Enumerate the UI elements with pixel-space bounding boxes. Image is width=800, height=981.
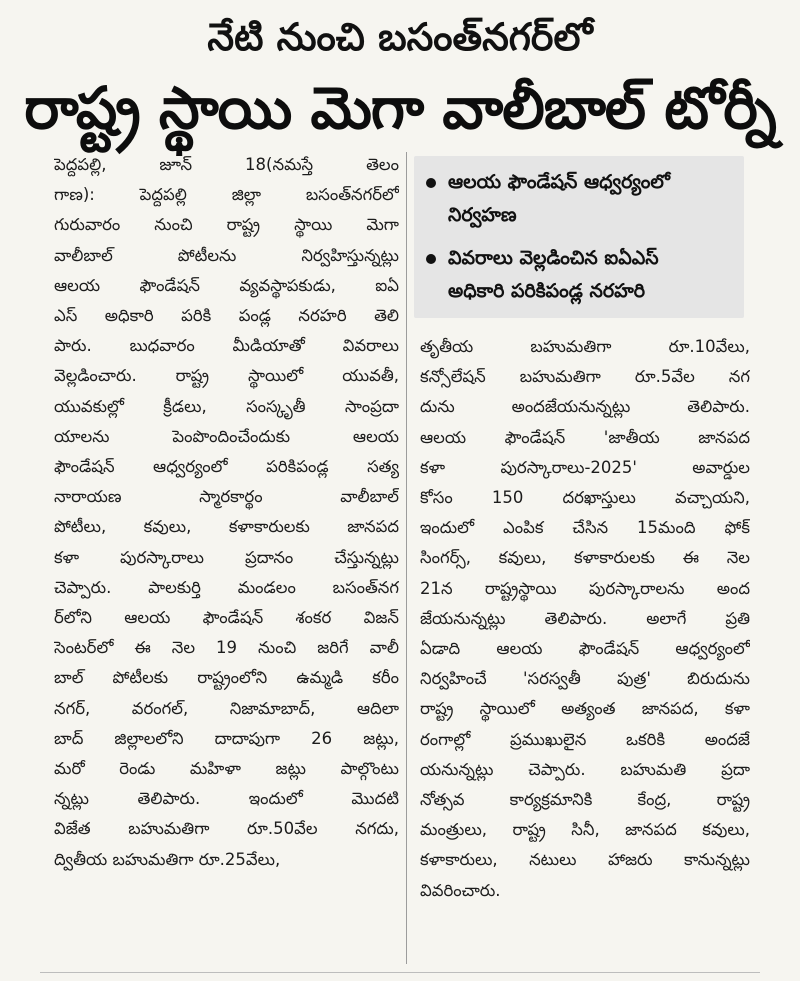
- text-line: యనున్నట్లు చెప్పారు. బహుమతి ప్రదా: [420, 759, 750, 779]
- highlights-box: [414, 156, 744, 318]
- article-headline: రాష్ట్ర స్థాయి మెగా వాలీబాల్ టోర్నీ: [24, 74, 776, 142]
- text-line: నారాయణ స్మారకార్థం వాలీబాల్: [54, 487, 399, 507]
- text-line: కళా పురస్కారాలు ప్రదానం చేస్తున్నట్లు: [54, 547, 399, 567]
- text-line: కన్సోలేషన్ బహుమతిగా రూ.5వేల నగ: [420, 367, 750, 387]
- text-line: చెప్పారు. పాలకుర్తి మండలం బసంత్‌నగ: [54, 577, 399, 597]
- left-column: [54, 150, 399, 875]
- text-line: కోసం 150 దరఖాస్తులు వచ్చాయని,: [420, 488, 750, 508]
- text-line: పోటీలు, కవులు, కళాకారులకు జానపద: [54, 517, 399, 537]
- text-line: వివరించారు.: [420, 880, 501, 900]
- text-line: నిర్వహించే 'సరస్వతీ పుత్ర' బిరుదును: [420, 669, 750, 689]
- text-line: ద్వితీయ బహుమతిగా రూ.25వేలు,: [54, 849, 281, 869]
- text-line: పారు. బుధవారం మీడియాతో వివరాలు: [54, 336, 399, 356]
- text-line: న్నట్లు తెలిపారు. ఇందులో మొదటి: [54, 789, 399, 809]
- text-line: బాద్ జిల్లాలలోని దాదాపుగా 26 జట్లు,: [54, 728, 399, 748]
- article-kicker: నేటి నుంచి బసంత్‌నగర్‌లో: [207, 15, 593, 59]
- highlight-line: ఆలయ ఫౌండేషన్ ఆధ్వర్యంలో: [448, 171, 670, 193]
- text-line: బాల్ పోటీలకు రాష్ట్రంలోని ఉమ్మడి కరీం: [54, 668, 399, 688]
- text-line: నగర్, వరంగల్, నిజామాబాద్, ఆదిలా: [54, 698, 399, 718]
- text-line: వెల్లడించారు. రాష్ట్ర స్థాయిలో యువతీ,: [54, 366, 399, 386]
- text-line: వాలీబాల్ పోటీలను నిర్వహిస్తున్నట్లు: [54, 245, 399, 265]
- text-line: పెద్దపల్లి, జూన్ 18(నమస్తే తెలం: [54, 155, 399, 174]
- bullet-icon: [426, 178, 436, 188]
- text-line: సెంటర్‌లో ఈ నెల 19 నుంచి జరిగే వాలీ: [54, 638, 399, 658]
- text-line: దును అందజేయనున్నట్లు తెలిపారు.: [420, 397, 750, 417]
- bullet-icon: [426, 254, 436, 264]
- highlight-line: అధికారి పరికిపండ్ల నరహరి: [448, 280, 645, 302]
- text-line: నోత్సవ కార్యక్రమానికి కేంద్ర, రాష్ట్ర: [420, 790, 750, 810]
- text-line: గురువారం నుంచి రాష్ట్ర స్థాయి మెగా: [54, 215, 399, 235]
- bottom-divider: [40, 972, 760, 973]
- text-line: గాణ): పెద్దపల్లి జిల్లా బసంత్‌నగర్‌లో: [54, 185, 399, 205]
- text-line: ఇందులో ఎంపిక చేసిన 15మంది ఫోక్: [420, 518, 750, 538]
- text-line: యాలను పెంపొందించేందుకు ఆలయ: [54, 426, 399, 446]
- text-line: జేయనున్నట్లు తెలిపారు. అలాగే ప్రతి: [420, 608, 750, 628]
- text-line: మరో రెండు మహిళా జట్లు పాల్గొంటు: [54, 759, 399, 779]
- column-divider: [406, 152, 407, 964]
- text-line: సింగర్స్, కవులు, కళాకారులకు ఈ నెల: [420, 548, 750, 568]
- text-line: తృతీయ బహుమతిగా రూ.10వేలు,: [420, 337, 750, 356]
- text-line: మంత్రులు, రాష్ట్ర సినీ, జానపద కవులు,: [420, 820, 750, 840]
- text-line: రాష్ట్ర స్థాయిలో అత్యంత జానపద, కళా: [420, 699, 750, 719]
- text-line: రంగాల్లో ప్రముఖులైన ఒకరికి అందజే: [420, 729, 750, 749]
- text-line: కళా పురస్కారాలు-2025' అవార్డుల: [420, 457, 750, 477]
- text-line: ఆలయ ఫౌండేషన్ వ్యవస్థాపకుడు, ఐఏ: [54, 275, 399, 295]
- text-line: ఎస్ అధికారి పరికి పండ్ల నరహరి తెలి: [54, 306, 399, 326]
- text-line: ఆలయ ఫౌండేషన్ 'జాతీయ జానపద: [420, 427, 750, 447]
- highlight-line: వివరాలు వెల్లడించిన ఐఏఎస్: [448, 247, 659, 269]
- text-line: 21న రాష్ట్రస్థాయి పురస్కారాలను అంద: [420, 578, 750, 598]
- highlight-line: నిర్వహణ: [448, 204, 517, 226]
- right-column: [420, 332, 750, 906]
- text-line: ఏడాది ఆలయ ఫౌండేషన్ ఆధ్వర్యంలో: [420, 639, 750, 659]
- text-line: ర్‌లోని ఆలయ ఫౌండేషన్ శంకర విజన్: [54, 608, 399, 628]
- text-line: కళాకారులు, నటులు హాజరు కానున్నట్లు: [420, 850, 750, 870]
- text-line: యువకుల్లో క్రీడలు, సంస్కృతీ సాంప్రదా: [54, 396, 399, 416]
- text-line: విజేత బహుమతిగా రూ.50వేల నగదు,: [54, 819, 399, 839]
- text-line: ఫౌండేషన్ ఆధ్వర్యంలో పరికిపండ్ల సత్య: [54, 457, 399, 477]
